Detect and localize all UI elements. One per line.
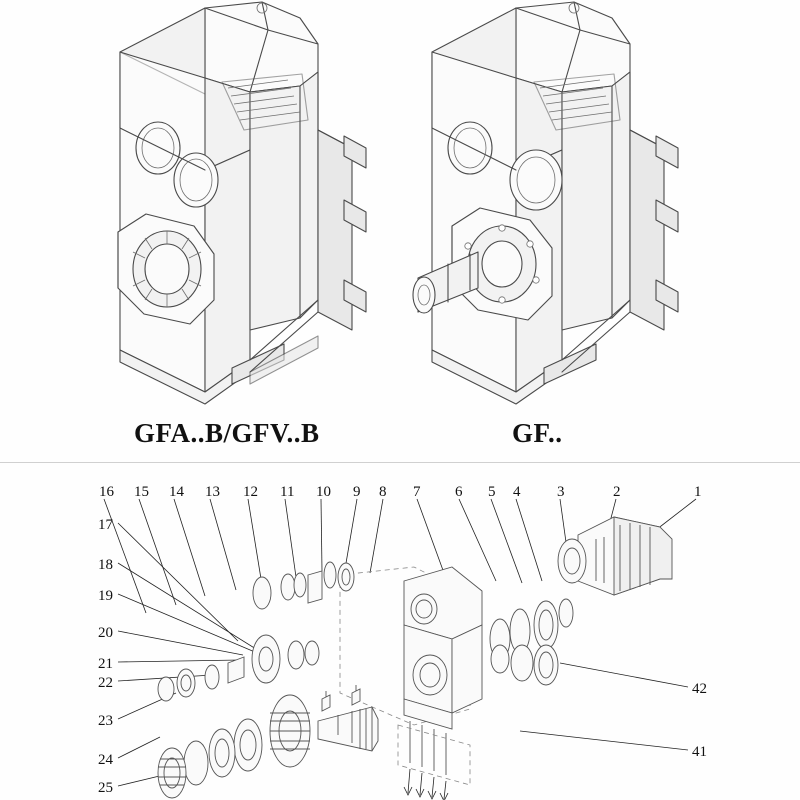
callout-10: 10 xyxy=(316,484,331,500)
caption-gearbox-left: GFA..B/GFV..B xyxy=(134,418,320,448)
rings-right-group xyxy=(490,599,573,685)
callout-41: 41 xyxy=(692,744,707,760)
callout-6: 6 xyxy=(455,484,463,500)
callout-23: 23 xyxy=(98,713,113,729)
exploded-view-svg xyxy=(0,463,800,800)
callout-20: 20 xyxy=(98,625,113,641)
callout-14: 14 xyxy=(169,484,184,500)
callout-24: 24 xyxy=(98,752,113,768)
callout-5: 5 xyxy=(488,484,496,500)
motor-assembly xyxy=(558,517,672,595)
gearbox-right-drawing xyxy=(413,2,678,404)
callout-1: 1 xyxy=(694,484,702,500)
callout-42: 42 xyxy=(692,681,707,697)
callout-2: 2 xyxy=(613,484,621,500)
callout-25: 25 xyxy=(98,780,113,796)
callout-13: 13 xyxy=(205,484,220,500)
callout-17: 17 xyxy=(98,517,113,533)
gearbox-left-drawing xyxy=(118,2,366,404)
callout-3: 3 xyxy=(557,484,565,500)
callout-11: 11 xyxy=(280,484,295,500)
callout-15: 15 xyxy=(134,484,149,500)
callout-8: 8 xyxy=(379,484,387,500)
exploded-view-area xyxy=(0,463,800,800)
small-parts-top-row xyxy=(253,562,354,609)
housing-assembly xyxy=(340,567,482,785)
callout-4: 4 xyxy=(513,484,521,500)
callout-21: 21 xyxy=(98,656,113,672)
callout-18: 18 xyxy=(98,557,113,573)
callout-19: 19 xyxy=(98,588,113,604)
caption-gearbox-right: GF.. xyxy=(512,418,563,448)
parts-lower-left xyxy=(158,695,310,798)
callout-12: 12 xyxy=(243,484,258,500)
bolt-arrows xyxy=(404,769,448,800)
callout-22: 22 xyxy=(98,675,113,691)
callout-9: 9 xyxy=(353,484,361,500)
callout-16: 16 xyxy=(99,484,114,500)
callout-7: 7 xyxy=(413,484,421,500)
shafts-lower-middle xyxy=(318,685,378,751)
